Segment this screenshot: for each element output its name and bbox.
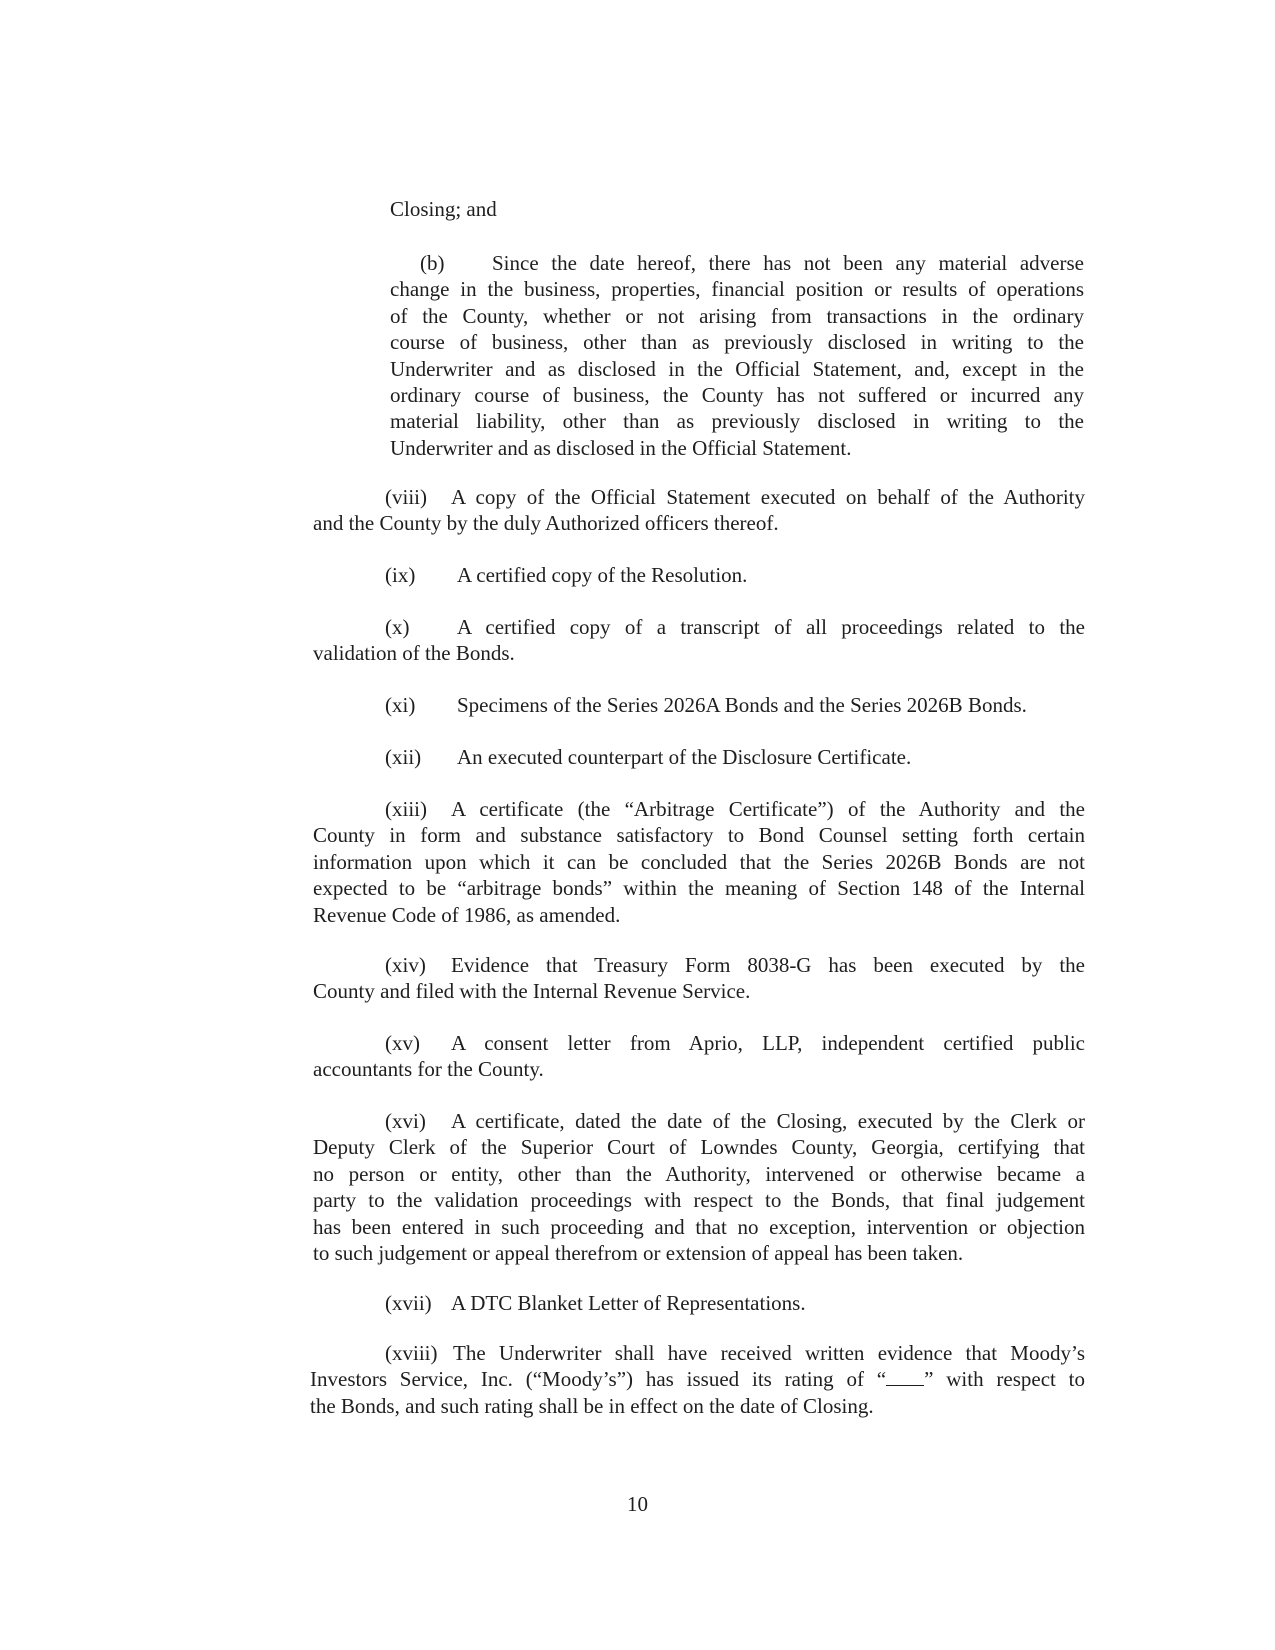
clause-b-first-text: Since the date hereof, there has not been any material adverse <box>492 251 1084 275</box>
item-xviii-line-2 <box>310 1366 1085 1392</box>
clause-b-marker: (b) <box>420 251 445 275</box>
item-xvi-first-line: A certificate, dated the date of the Closing, executed by the Clerk or <box>451 1109 1085 1133</box>
item-xiii <box>313 796 1085 928</box>
item-xviii-marker: (xviii) <box>385 1341 438 1365</box>
item-xviii-first-line: The Underwriter shall have received written evidence that Moody’s <box>453 1341 1085 1365</box>
clause-b-line: ordinary course of business, the County has not suffered or incurred any <box>390 382 1084 407</box>
item-x-first-line: A certified copy of a transcript of all proceedings related to the <box>457 615 1085 639</box>
item-xii <box>313 744 1085 770</box>
clause-b-first-line <box>390 250 1084 276</box>
item-xv-first-line: A consent letter from Aprio, LLP, independent certified public <box>451 1031 1085 1055</box>
item-xiii-line: Revenue Code of 1986, as amended. <box>313 902 621 927</box>
item-xviii-line-2-before: Investors Service, Inc. (“Moody’s”) has issued its rating of “ <box>310 1367 887 1392</box>
item-xi-first-line: Specimens of the Series 2026A Bonds and the Series 2026B Bonds. <box>457 693 1027 717</box>
item-x-line: validation of the Bonds. <box>313 641 515 666</box>
item-xvi-line: to such judgement or appeal therefrom or extension of appeal has been taken. <box>313 1240 964 1265</box>
item-xiii-first-line: A certificate (the “Arbitrage Certificate”) of the Authority and the <box>451 797 1085 821</box>
continuation-text: Closing; and <box>390 197 497 221</box>
item-xvi-line: Deputy Clerk of the Superior Court of Lowndes County, Georgia, certifying that <box>313 1135 1085 1160</box>
item-xiv-marker: (xiv) <box>385 953 426 977</box>
item-xiii-line: County in form and substance satisfactory to Bond Counsel setting forth certain <box>313 823 1085 848</box>
clause-b-line: course of business, other than as previously disclosed in writing to the <box>390 330 1084 355</box>
item-xi <box>313 692 1085 718</box>
item-xvii-marker: (xvii) <box>385 1291 432 1315</box>
item-xiv-line: County and filed with the Internal Revenue Service. <box>313 979 751 1004</box>
clause-b-line: change in the business, properties, financial position or results of operations <box>390 277 1084 302</box>
item-ix-first-line: A certified copy of the Resolution. <box>457 563 748 587</box>
clause-b <box>390 250 1084 461</box>
clause-b-line: Underwriter and as disclosed in the Official Statement, and, except in the <box>390 356 1084 381</box>
clause-b-line: material liability, other than as previously disclosed in writing to the <box>390 409 1084 434</box>
item-xiii-line: information upon which it can be concluded that the Series 2026B Bonds are not <box>313 849 1085 874</box>
item-xv-marker: (xv) <box>385 1031 420 1055</box>
item-xviii <box>310 1340 1085 1419</box>
item-xvi-line: party to the validation proceedings with respect to the Bonds, that final judgement <box>313 1188 1085 1213</box>
item-x <box>313 614 1085 667</box>
clause-b-line: of the County, whether or not arising from transactions in the ordinary <box>390 303 1084 328</box>
item-xiii-marker: (xiii) <box>385 797 427 821</box>
item-xiv <box>313 952 1085 1005</box>
item-viii-marker: (viii) <box>385 485 427 509</box>
item-xvi <box>313 1108 1085 1266</box>
item-xvi-marker: (xvi) <box>385 1109 426 1133</box>
item-xiv-first-line: Evidence that Treasury Form 8038-G has been executed by the <box>451 953 1085 977</box>
item-viii-line: and the County by the duly Authorized officers thereof. <box>313 511 779 536</box>
item-xi-marker: (xi) <box>385 693 416 717</box>
item-ix-marker: (ix) <box>385 563 416 587</box>
item-viii-first-line: A copy of the Official Statement executed on behalf of the Authority <box>451 485 1085 509</box>
item-xvi-line: no person or entity, other than the Authority, intervened or otherwise became a <box>313 1161 1085 1186</box>
item-xv <box>313 1030 1085 1083</box>
page-number: 10 <box>627 1492 648 1516</box>
item-xii-marker: (xii) <box>385 745 422 769</box>
item-xviii-line-2-after: ” with respect to <box>924 1367 1086 1392</box>
rating-blank <box>886 1368 924 1386</box>
item-xv-line: accountants for the County. <box>313 1057 544 1082</box>
item-xvi-line: has been entered in such proceeding and that no exception, intervention or objection <box>313 1214 1085 1239</box>
item-ix <box>313 562 1085 588</box>
item-xiii-line: expected to be “arbitrage bonds” within the meaning of Section 148 of the Internal <box>313 876 1085 901</box>
item-x-marker: (x) <box>385 615 410 639</box>
item-xii-first-line: An executed counterpart of the Disclosure Certificate. <box>457 745 912 769</box>
item-xviii-line-3: the Bonds, and such rating shall be in effect on the date of Closing. <box>310 1393 874 1418</box>
item-viii <box>313 484 1085 537</box>
item-xvii-first-line: A DTC Blanket Letter of Representations. <box>451 1291 806 1315</box>
item-xvii <box>313 1290 1085 1316</box>
clause-b-line: Underwriter and as disclosed in the Official Statement. <box>390 435 852 460</box>
